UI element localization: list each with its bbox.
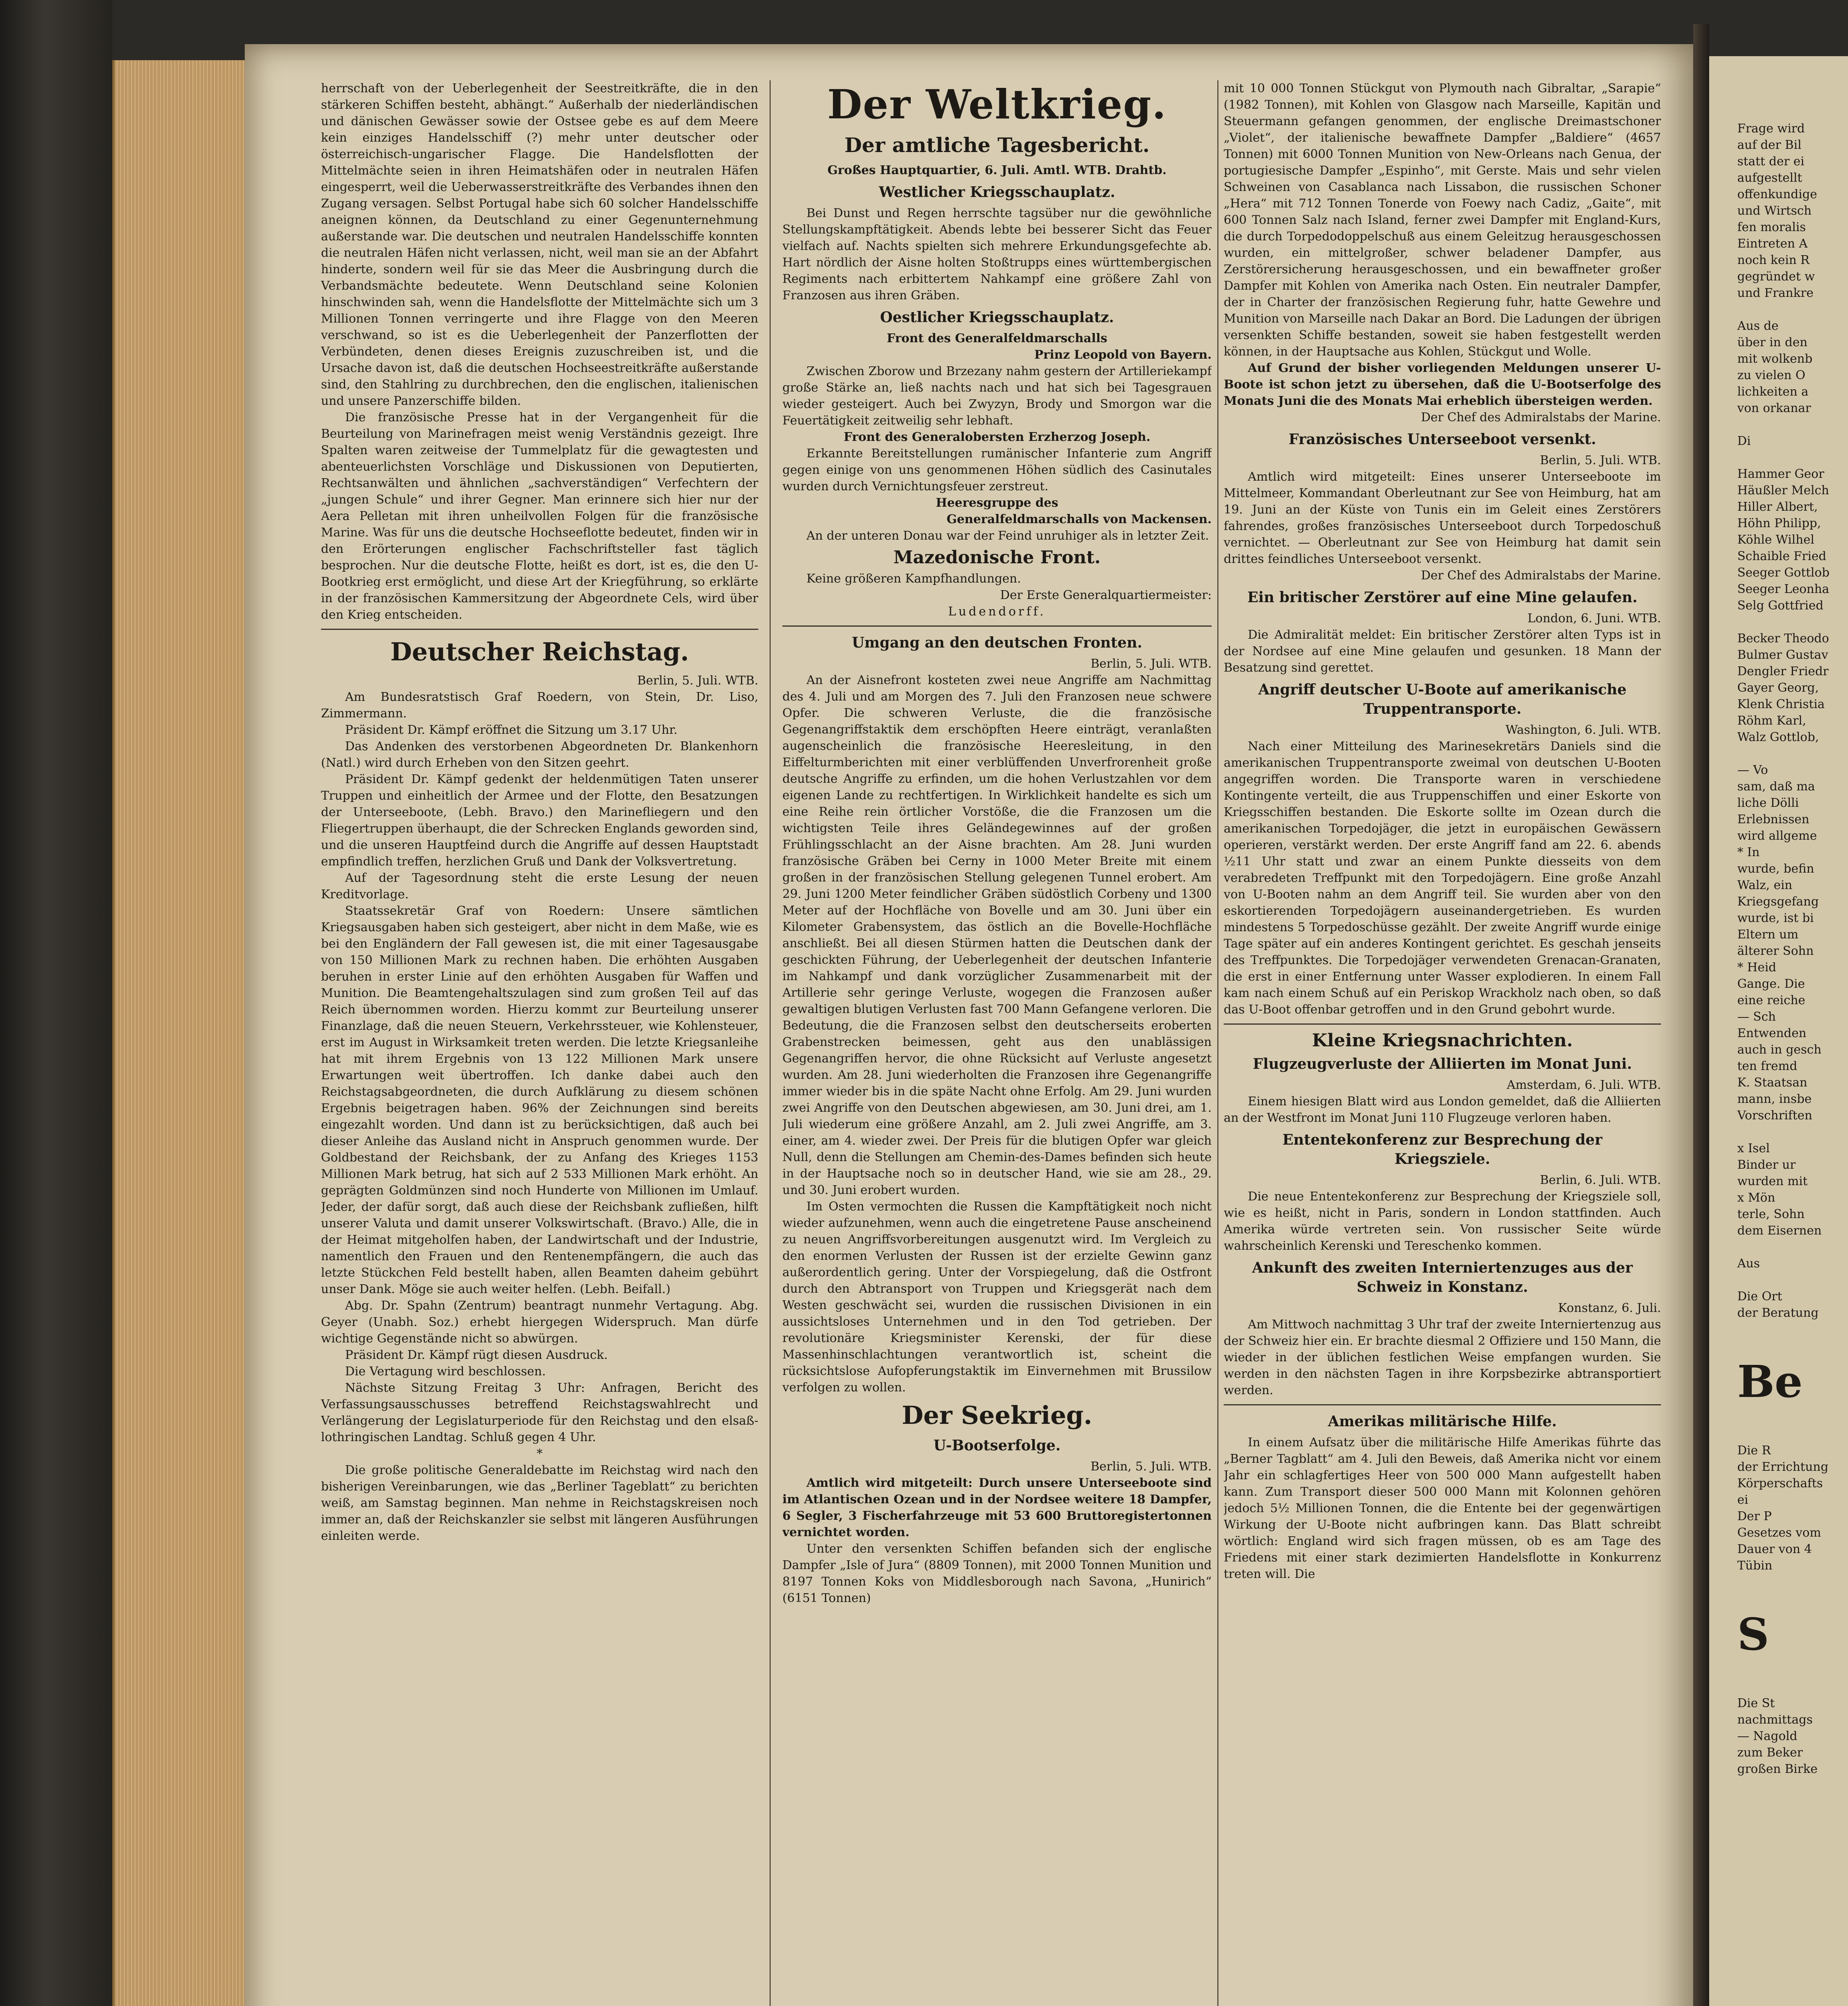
ost-prinz: Prinz Leopold von Bayern. — [1034, 348, 1212, 362]
next-page-line: Vorschriften — [1737, 1109, 1813, 1123]
next-page-line: Aus de — [1737, 319, 1779, 333]
next-page-line: wurde, befin — [1737, 862, 1814, 876]
next-page-line: Entwenden — [1737, 1026, 1807, 1040]
next-page-line: wurde, ist bi — [1737, 911, 1814, 925]
amerika-report: In einem Aufsatz über die militärische Hilfe Amerikas führte das „Berner Tagblatt“ am 4. Juli den Beweis, daß Amerika nicht vor einem Jahr ein schlagfertiges Heer von 500 000 Mann aufgestellt haben kann. Zum Transport dieser 500 000 Mann mit Kolonnen gehören jedoch 5½ Millionen Tonnen, die die Entente bei der gegenwärtigen Wirkung der U-Boote nicht aufbringen kann. Das Blatt schreibt wörtlich: England wird sich fragen müssen, ob es am Tage des Friedens mit einer stark dezimierten Handelsflotte in Konkurrenz treten will. Die — [1224, 1435, 1661, 1581]
ankunft-report: Am Mittwoch nachmittag 3 Uhr traf der zweite Interniertenzug aus der Schweiz hier ein. Er brachte diesmal 2 Offiziere und 150 Mann, die wieder in der üblichen festlichen Weise empfangen wurden. Sie werden in den nächsten Tagen in ihre Korpsbezirke abtransportiert werden. — [1224, 1318, 1661, 1397]
reichstag-heading: Deutscher Reichstag. — [390, 637, 689, 666]
signature-ludendorff: Ludendorff. — [948, 605, 1046, 619]
ankunft-heading-2: Schweiz in Konstanz. — [1357, 1279, 1528, 1295]
next-page-line: Eintreten A — [1737, 237, 1808, 251]
section-divider — [782, 625, 1212, 627]
next-page-line: Die Ort — [1737, 1289, 1782, 1303]
flug-heading: Flugzeugverluste der Alliierten im Monat Juni. — [1253, 1056, 1632, 1072]
next-page-line: zu vielen O — [1737, 368, 1805, 382]
next-page-line: zum Beker — [1737, 1746, 1803, 1760]
reichstag-paragraph: Auf der Tagesordnung steht die erste Lesung der neuen Kreditvorlage. — [321, 871, 758, 901]
next-page-line: terle, Sohn — [1737, 1207, 1805, 1221]
section-divider — [1224, 1023, 1661, 1025]
next-page-line — [1737, 614, 1848, 630]
next-page-line — [1737, 301, 1848, 318]
hauptquartier-dateline: Großes Hauptquartier, 6. Juli. Amtl. WTB. Drahtb. — [827, 163, 1167, 177]
next-page-line: Walz Gottlob, — [1737, 730, 1819, 744]
seekrieg-report: Unter den versenkten Schiffen befanden sich der englische Dampfer „Isle of Jura“ (8809 Tonnen), mit 2000 Tonnen Munition und 8197 Tonnen Koks von Middlesborough nach Savona, „Hunirich“ (6151 Tonnen) — [782, 1542, 1212, 1605]
reichstag-paragraph: Die Vertagung wird beschlossen. — [345, 1364, 546, 1379]
ost-front-3b: Generalfeldmarschalls von Mackensen. — [946, 512, 1212, 526]
next-page-line: Schaible Fried — [1737, 549, 1826, 563]
next-page-line: Gayer Georg, — [1737, 681, 1819, 695]
reichstag-paragraph: Staatssekretär Graf von Roedern: Unsere sämtlichen Kriegsausgaben haben sich gesteigert, aber nicht in dem Maße, wie es bei den Engländern der Fall gewesen ist, die mit einer Tagesausgabe von 150 Millionen Mark zu rechnen haben. Die erhöhten Ausgaben beruhen in erster Linie auf den erhöhten Ausgaben für Waffen und Munition. Die Beamtengehaltszulagen sind zum großen Teil auf das Reich übernommen worden. Hierzu kommt zur Beurteilung unserer Finanzlage, daß die neuen Steuern, Verkehrssteuer, wie Kohlensteuer, erst im August in Wirksamkeit treten werden. Die letzte Kriegsanleihe hat mit ihrem Ergebnis von 13 122 Millionen Mark unsere Erwartungen weit übertroffen. Ich danke dabei auch den Reichstagsabgeordneten, die durch Aufklärung zu diesem schönen Ergebnis beigetragen haben. 96% der Zeichnungen sind bereits eingezahlt worden. Und dann ist zu berücksichtigen, daß auch bei dieser Anleihe das Ausland nicht in Anspruch genommen wurde. Der Goldbestand der Reichsbank, der zu Anfang des Krieges 1153 Millionen Mark betrug, hat sich auf 2 533 Millionen Mark erhöht. An geprägten Goldmünzen sind noch Hunderte von Millionen im Umlauf. Jeder, der dafür sorgt, daß auch diese der Reichsbank zufließen, hilft unserer Valuta und damit unserer Volkswirtschaft. (Bravo.) Alle, die in der Heimat mitgeholfen haben, der Landwirtschaft und der Industrie, namentlich den Frauen und den Rentenempfängern, die auch das letzte Stückchen Feld bestellt haben, allen Beamten daheim gebührt unser Dank. Möge sie auch weiter helfen. (Lebh. Beifall.) — [321, 904, 758, 1296]
next-page-line: Gange. Die — [1737, 977, 1805, 991]
next-page-line: Tübin — [1737, 1559, 1773, 1573]
column-rule-2 — [1217, 80, 1218, 2006]
next-page-line: Hiller Albert, — [1737, 500, 1818, 514]
book-binding — [0, 0, 112, 2006]
page-edges — [112, 60, 247, 2006]
next-page-line: x Mön — [1737, 1191, 1775, 1205]
next-page-line: — Nagold — [1737, 1729, 1797, 1743]
ost-front-2: Front des Generalobersten Erzherzog Joseph. — [843, 430, 1151, 444]
reichstag-paragraph: Das Andenken des verstorbenen Abgeordneten Dr. Blankenhorn (Natl.) wird durch Erheben von den Sitzen geehrt. — [321, 739, 758, 770]
reichstag-dateline: Berlin, 5. Juli. WTB. — [637, 674, 758, 688]
next-page-line: fen moralis — [1737, 220, 1806, 234]
next-page-line: auf der Bil — [1737, 138, 1801, 152]
column-2 — [782, 80, 1212, 2006]
book-gutter — [1693, 24, 1709, 2006]
signature-title: Der Erste Generalquartiermeister: — [1000, 588, 1212, 602]
reichstag-paragraph: Abg. Dr. Spahn (Zentrum) beantragt nunmehr Vertagung. Abg. Geyer (Unabh. Soz.) erhebt hiergegen Widerspruch. Man dürfe wichtige Gegenstände nicht so abwürgen. — [321, 1299, 758, 1346]
entente-heading-2: Kriegsziele. — [1394, 1151, 1491, 1167]
presse-paragraph: Die französische Presse hat in der Vergangenheit für die Beurteilung von Marinefragen meist wenig Verständnis gezeigt. Ihre Spalten waren zeitweise der Tummelplatz für die gewagtesten und abenteuerlichsten Vorschläge und Diskussionen von Deputierten, Rechtsanwälten und ähnlichen „sachverständigen“ Verfechtern der „jungen Schule“ und ihrer Gegner. Man erinnere sich hier nur der Aera Pelletan mit ihren unheilvollen Folgen für die französische Marine. Was für uns die deutsche Hochseeflotte bedeutet, finden wir in den Erörterungen englischer Fachschriftsteller fast täglich besprochen. Nur die deutsche Flotte, heißt es dort, ist es, die den U-Bootkrieg erst ermöglicht, und diese Art der Kriegführung, so erklärte in der französischen Kammersitzung der Abgeordnete Cels, wird über den Krieg entscheiden. — [321, 410, 758, 622]
next-page-line: ei — [1737, 1493, 1748, 1507]
seekrieg-dateline: Berlin, 5. Juli. WTB. — [1091, 1460, 1212, 1474]
next-page-line: statt der ei — [1737, 154, 1805, 169]
next-page-line: wird allgeme — [1737, 829, 1817, 843]
next-page-line: Körperschafts — [1737, 1476, 1823, 1490]
next-page-line: nachmittags — [1737, 1713, 1813, 1727]
next-page-line: Becker Theodo — [1737, 631, 1829, 646]
next-page-line: Bulmer Gustav — [1737, 648, 1828, 662]
umgang-heading: Umgang an den deutschen Fronten. — [852, 634, 1142, 651]
next-page-line: Röhm Karl, — [1737, 714, 1806, 728]
next-page-line: Seeger Leonha — [1737, 582, 1830, 596]
reichstag-body — [321, 689, 758, 1544]
next-page-line: der Beratung — [1737, 1306, 1819, 1320]
next-page-line: auch in gesch — [1737, 1043, 1822, 1057]
next-page-line — [1737, 745, 1848, 762]
entente-report: Die neue Ententekonferenz zur Besprechung der Kriegsziele soll, wie es heißt, nicht in Paris, sondern in London stattfinden. Auch Amerika würde vertreten sein. Von russischer Seite würde wahrscheinlich Kerenski und Tereschenko kommen. — [1224, 1190, 1661, 1253]
next-page-line: Höhn Philipp, — [1737, 516, 1821, 530]
uboot-summary: Auf Grund der bisher vorliegenden Meldungen unserer U-Boote ist schon jetzt zu übersehen, daß die U-Bootserfolge des Monats Juni die des Monats Mai erheblich übersteigen werden. — [1224, 361, 1661, 408]
ankunft-dateline: Konstanz, 6. Juli. — [1558, 1301, 1661, 1315]
next-page-line: mann, insbe — [1737, 1092, 1812, 1106]
entente-heading-1: Ententekonferenz zur Besprechung der — [1282, 1131, 1602, 1148]
reichstag-paragraph: Die große politische Generaldebatte im Reichstag wird nach den bisherigen Vereinbarungen, wie das „Berliner Tageblatt“ zu berichten weiß, am Samstag beginnen. Man nehme in Reichstagskreisen noch immer an, daß der Reichskanzler sie selbst mit längeren Ausführungen einleiten werde. — [321, 1463, 758, 1543]
ost-report-1: Zwischen Zborow und Brzezany nahm gestern der Artilleriekampf große Stärke an, ließ nachts nach und hat sich bei Tagesgrauen wieder gesteigert. Auch bei Zwyzyn, Brody und Smorgon war die Feuertätigkeit zeitweilig sehr lebhaft. — [782, 364, 1212, 428]
fr-uboot-heading: Französisches Unterseeboot versenkt. — [1288, 431, 1596, 448]
next-page-line: * In — [1737, 845, 1760, 859]
next-page-line: x Isel — [1737, 1141, 1770, 1155]
brit-dateline: London, 6. Juni. WTB. — [1527, 611, 1661, 625]
next-page-line: liche Dölli — [1737, 796, 1799, 810]
entente-dateline: Berlin, 6. Juli. WTB. — [1540, 1173, 1661, 1187]
next-page-line: der Errichtung — [1737, 1460, 1829, 1474]
next-page-line: Erlebnissen — [1737, 812, 1809, 826]
kleine-heading: Kleine Kriegsnachrichten. — [1312, 1030, 1573, 1051]
seekrieg-continuation: mit 10 000 Tonnen Stückgut von Plymouth nach Gibraltar, „Sarapie“ (1982 Tonnen), mit Kohlen von Glasgow nach Marseille, Kapitän und Steuermann gefangen genommen, der englische Dreimastschoner „Violet“, der italienische bewaffnete Dampfer „Baldiere“ (4657 Tonnen) mit 6000 Tonnen Munition von New-Orleans nach Genua, der portugiesische Dampfer „Espinho“, mit Gerste. Mais und sehr vielen Schweinen von Casablanca nach Lissabon, die russischen Schoner „Hera“ mit 712 Tonnen Tonerde von Foewy nach Cadiz, „Gaite“, mit 600 Tonnen Salz nach Island, ferner zwei Dampfer mit England-Kurs, die durch Torpedodoppelschuß aus einem Geleitzug herausgeschossen wurden, ein mittelgroßer, schwer beladener Dampfer, aus Zerstörersicherung herausgeschossen, und ein bewaffneter großer Dampfer mit Kohlen von Amerika nach Osten. Ein neutraler Dampfer, der in Charter der französischen Regierung fuhr, hatte Gewehre und Munition von Marseille nach Dakar an Bord. Die Ladungen der übrigen versenkten Schiffe bestanden, soweit sie haben festgestellt werden können, in der Hauptsache aus Kohlen, Stückgut und Wolle. — [1224, 81, 1661, 359]
next-page-line: eine reiche — [1737, 993, 1805, 1007]
next-page-line: — Vo — [1737, 763, 1768, 777]
reichstag-paragraph: Präsident Dr. Kämpf eröffnet die Sitzung um 3.17 Uhr. — [345, 723, 678, 737]
angriff-heading-2: Truppentransporte. — [1363, 700, 1522, 717]
next-page-line: Frage wird — [1737, 122, 1805, 136]
next-page-line: — Sch — [1737, 1010, 1776, 1024]
section-divider — [1224, 1404, 1661, 1405]
next-page-text — [1737, 120, 1848, 1777]
fr-uboot-report: Amtlich wird mitgeteilt: Eines unserer Unterseeboote im Mittelmeer, Kommandant Oberleutnant zur See von Heimburg, hat am 19. Juni an der Küste von Tunis ein im Geleit eines Zerstörers fahrendes, großes französisches Unterseeboot durch Torpedoschuß vernichtet. — Oberleutnant zur See von Heimburg hat damit sein drittes feindliches Unterseeboot versenkt. — [1224, 470, 1661, 566]
fr-uboot-dateline: Berlin, 5. Juli. WTB. — [1540, 453, 1661, 467]
next-page-line: Eltern um — [1737, 928, 1799, 942]
next-page-line: sam, daß ma — [1737, 780, 1815, 794]
next-page-line: Der P — [1737, 1509, 1772, 1523]
reichstag-paragraph: Am Bundesratstisch Graf Roedern, von Stein, Dr. Liso, Zimmermann. — [321, 690, 758, 721]
umgang-report: An der Aisnefront kosteten zwei neue Angriffe am Nachmittag des 4. Juli und am Morgen des 7. Juli den Franzosen neue schwere Opfer. Die schweren Verluste, die die französische Gegenangriffstaktik dem erschöpften Heere einträgt, veranlaßten augenscheinlich die französische Heeresleitung, in den Eiffelturmberichten mit einer verblüffenden Unverfrorenheit große deutsche Angriffe zu erfinden, um die hohen Verlustzahlen vor dem eigenen Lande zu rechtfertigen. In Wirklichkeit handelte es sich um eine Reihe rein örtlicher Vorstöße, die die Franzosen um die wichtigsten Teile ihres Geländegewinnes auf der großen Frühlingsschlacht an der Aisne brachten. Am 28. Juni wurden französische Gräben bei Cerny in 1000 Meter Breite mit einem großen in der französischen Stellung gelegenen Tunnel erobert. Am 29. Juni 1200 Meter feindlicher Gräben südöstlich Corbeny und 1300 Meter auf der Hochfläche von Bovelle und am 30. Juni über ein Kilometer Grabensystem, das östlich an die Bovelle-Hochfläche anschließt. Bei all diesen Stürmen hatten die Deutschen dank der geschickten Führung, der Ueberlegenheit der deutschen Infanterie im Nahkampf und dank vorzüglicher Zusammenarbeit mit der Artillerie sehr geringe Verluste, wogegen die Franzosen außer gewaltigen blutigen Verlusten fast 700 Mann Gefangene verloren. Die Bedeutung, die die Franzosen selbst den deutscherseits eroberten Grabenstrecken beimessen, geht aus den unablässigen Gegenangriffen hervor, die ohne Rücksicht auf Verluste angesetzt wurden. Am 28. Juni wiederholten die Franzosen ihre Gegenangriffe immer wieder bis in die späte Nacht ohne Erfolg. Am 29. Juni wurden zwei Angriffe von den Deutschen abgewiesen, am 30. Juni drei, am 1. Juli wiederum eine größere Anzahl, am 2. Juli zwei Angriffe, am 3. einer, am 4. wieder zwei. Der Preis für die blutigen Opfer war gleich Null, denn die Stellungen am Chemin-des-Dames befinden sich heute in der Hauptsache noch so in deutscher Hand, wie sie am 28., 29. und 30. Juni erobert wurden. — [782, 673, 1212, 1197]
next-page-line: * Heid — [1737, 960, 1777, 975]
next-page-line — [1737, 1321, 1848, 1338]
next-page-line — [1737, 1124, 1848, 1140]
column-1 — [321, 80, 758, 2006]
next-page-line — [1737, 1426, 1848, 1442]
next-page-line — [1737, 1679, 1848, 1695]
next-page-line: Walz, ein — [1737, 878, 1793, 892]
seekrieg-heading: Der Seekrieg. — [902, 1401, 1093, 1430]
next-page-line: Be — [1737, 1356, 1803, 1407]
brit-heading: Ein britischer Zerstörer auf eine Mine gelaufen. — [1247, 589, 1638, 606]
separator-star: * — [536, 1447, 543, 1461]
ankunft-heading-1: Ankunft des zweiten Interniertenzuges aus der — [1252, 1259, 1633, 1276]
next-page-line: dem Eisernen — [1737, 1224, 1822, 1238]
flug-report: Einem hiesigen Blatt wird aus London gemeldet, daß die Alliierten an der Westfront im Monat Juni 110 Flugzeuge verloren haben. — [1224, 1094, 1661, 1125]
next-page-line: Di — [1737, 434, 1751, 448]
ost-front-3a: Heeresgruppe des — [936, 496, 1058, 510]
next-page-line: und Frankre — [1737, 286, 1814, 300]
next-page-line: aufgestellt — [1737, 171, 1802, 185]
fr-uboot-signature: Der Chef des Admiralstabs der Marine. — [1421, 569, 1661, 583]
next-page-line: Köhle Wilhel — [1737, 533, 1815, 547]
next-page-line: K. Staatsan — [1737, 1076, 1807, 1090]
brit-report: Die Admiralität meldet: Ein britischer Zerstörer alten Typs ist in der Nordsee auf eine Mine gelaufen und gesunken. 18 Mann der Besatzung sind gerettet. — [1224, 628, 1661, 675]
west-report: Bei Dunst und Regen herrschte tagsüber nur die gewöhnliche Stellungskampftätigkeit. Abends lebte bei besserer Sicht das Feuer vielfach auf. Nachts spielten sich mehrere Erkundungsgefechte ab. Hart nördlich der Aisne holten Stoßtrupps eines württembergischen Regiments nach erbittertem Nahkampf eine größere Zahl von Franzosen aus ihren Gräben. — [782, 206, 1212, 303]
next-page-line: mit wolkenb — [1737, 352, 1813, 366]
next-page-line: von orkanar — [1737, 401, 1811, 415]
next-page-line: Kriegsgefang — [1737, 895, 1819, 909]
section-divider — [321, 629, 758, 630]
next-page-line: großen Birke — [1737, 1762, 1818, 1776]
seekrieg-announcement: Amtlich wird mitgeteilt: Durch unsere Unterseeboote sind im Atlantischen Ozean und in der Nordsee weitere 18 Dampfer, 6 Segler, 3 Fischerfahrzeuge mit 53 600 Bruttoregistertonnen vernichtet worden. — [782, 1476, 1212, 1539]
next-page-line — [1737, 1239, 1848, 1255]
next-page-line: ten fremd — [1737, 1059, 1797, 1073]
next-page-line: älterer Sohn — [1737, 944, 1814, 958]
next-page-line: offenkundige — [1737, 187, 1818, 201]
umgang-report-east: Im Osten vermochten die Russen die Kampftätigkeit noch nicht wieder aufzunehmen, wenn auch die eingetretene Pause anscheinend zu neuen Angriffsvorbereitungen ausgenutzt wird. Im Vergleich zu den enormen Verlusten der Russen ist der erzielte Gewinn ganz außerordentlich gering. Unter der Vorspiegelung, daß die Ostfront durch den Abtransport von Truppen und Kriegsgerät nach dem Westen geschwächt sei, wurden die russischen Divisionen in ein aussichtsloses Unternehmen und in den Tod getrieben. Der revolutionäre Kriegsminister Kerenski, der für diese Massenhinschlachtungen verantwortlich ist, scheint die rücksichtslose Aufopferungstaktik im Einvernehmen mit Brussilow verfolgen zu wollen. — [782, 1200, 1212, 1395]
reichstag-paragraph: Präsident Dr. Kämpf gedenkt der heldenmütigen Taten unserer Truppen und einheitlich der Armee und der Flotte, den Besatzungen der Unterseeboote, (Lebh. Bravo.) den Marinefliegern und den Fliegertruppen überhaupt, die der Schrecken Englands geworden sind, und die unseren Hauptfeind durch die Angriffe auf dessen Hauptstadt empfindlich treffen, herzlichen Gruß und Dank der Volksvertretung. — [321, 772, 758, 869]
flug-dateline: Amsterdam, 6. Juli. WTB. — [1507, 1078, 1661, 1092]
next-page-line: Hammer Geor — [1737, 467, 1824, 481]
next-page-line: gegründet w — [1737, 270, 1815, 284]
reichstag-paragraph: Präsident Dr. Kämpf rügt diesen Ausdruck. — [345, 1348, 608, 1362]
ubootserfolge-heading: U-Bootserfolge. — [933, 1437, 1061, 1454]
next-page-line: wurden mit — [1737, 1174, 1808, 1188]
reichstag-paragraph: Nächste Sitzung Freitag 3 Uhr: Anfragen, Bericht des Verfassungsausschusses betreffend Reichstagswahlrecht und Verlängerung der Legislaturperiode für den Reichstag und den elsaß-lothringischen Landtag. Schluß gegen 4 Uhr. — [321, 1381, 758, 1444]
next-page-line: Seeger Gottlob — [1737, 566, 1830, 580]
amerika-heading: Amerikas militärische Hilfe. — [1328, 1413, 1557, 1430]
next-page-line: Binder ur — [1737, 1158, 1796, 1172]
intro-paragraph: herrschaft von der Ueberlegenheit der Seestreitkräfte, die in den stärkeren Schiffen besteht, abhängt.“ Außerhalb der niederländischen und dänischen Gewässer sowie der Ostsee gebe es auf dem Meere kein einziges Handelsschiff (?) mehr unter deutscher oder österreichisch-ungarischer Flagge. Die Handelsflotten der Mittelmächte seien in ihren Heimatshäfen oder in neutralen Häfen eingesperrt, weil die Ueberwasserstreitkräfte des Verbandes ihnen den Zugang versagen. Selbst Portugal habe sich 60 solcher Handelsschiffe aneignen können, da Deutschland zu einer Gegenunternehmung außerstande war. Die deutschen und neutralen Handelsschiffe konnten die neutralen Häfen nicht verlassen, nicht, weil man sie an der Abfahrt hinderte, sondern weil für sie das Meer die Ausbringung durch die Verbandsmächte bedeutete. Wenn Deutschland seine Kolonien hinschwinden sah, wenn die Handelsflotte der Mittelmächte sich um 3 Millionen Tonnen verringerte und ihre Flagge von den Meeren verschwand, so ist es die Ueberlegenheit der Panzerflotten der Verbündeten, denen dieses Ereignis zuzuschreiben ist, und die Ursache davon ist, daß die deutschen Hochseestreitkräfte außerstande sind, den Stahlring zu durchbrechen, den die englischen, italienischen und unsere Panzerschiffe bilden. — [321, 81, 758, 408]
mazedonien-heading: Mazedonische Front. — [893, 547, 1101, 568]
column-3 — [1224, 80, 1661, 2006]
next-page-line — [1737, 449, 1848, 466]
next-page-line: Die R — [1737, 1444, 1771, 1458]
angriff-dateline: Washington, 6. Juli. WTB. — [1505, 723, 1661, 737]
next-page-line: lichkeiten a — [1737, 385, 1809, 399]
next-page-line: Die St — [1737, 1696, 1775, 1710]
next-page-line: Selg Gottfried — [1737, 599, 1824, 613]
ost-heading: Oestlicher Kriegsschauplatz. — [880, 309, 1114, 326]
west-heading: Westlicher Kriegsschauplatz. — [879, 184, 1115, 201]
next-page-fragment — [1709, 56, 1848, 2006]
admiralstab-signature: Der Chef des Admiralstabs der Marine. — [1421, 410, 1661, 424]
mazedonien-report: Keine größeren Kampfhandlungen. — [806, 572, 1021, 586]
ost-report-2: Erkannte Bereitstellungen rumänischer Infanterie zum Angriff gegen einige von uns genommenen Höhen südlich des Casinutales wurden durch Vernichtungsfeuer zerstreut. — [782, 447, 1212, 493]
ost-report-3: An der unteren Donau war der Feind unruhiger als in letzter Zeit. — [806, 529, 1209, 543]
angriff-heading-1: Angriff deutscher U-Boote auf amerikanische — [1258, 681, 1627, 698]
tagesbericht-subtitle: Der amtliche Tagesbericht. — [844, 133, 1150, 157]
column-rule-1 — [770, 80, 771, 2006]
next-page-line — [1737, 1574, 1848, 1590]
next-page-line — [1737, 1272, 1848, 1288]
ost-front-1: Front des Generalfeldmarschalls — [887, 331, 1107, 345]
next-page-line: Aus — [1737, 1257, 1760, 1271]
next-page-line: Klenk Christia — [1737, 697, 1825, 711]
next-page-line: Dauer von 4 — [1737, 1542, 1812, 1556]
next-page-line: S — [1737, 1608, 1769, 1660]
next-page-line: noch kein R — [1737, 253, 1810, 267]
next-page-line: über in den — [1737, 335, 1807, 349]
angriff-report: Nach einer Mitteilung des Marinesekretärs Daniels sind die amerikanischen Truppentransporte zweimal von deutschen U-Booten angegriffen worden. Die Transporte waren in verschiedene Kontingente verteilt, die aus Truppenschiffen und einer Eskorte von Kriegsschiffen bestanden. Die Eskorte sollte im Ozean durch die amerikanischen Torpedojäger, die jetzt in europäischen Gewässern operieren, verstärkt werden. Der erste Angriff fand am 22. 6. abends ½11 Uhr statt und zwar an einem Punkte diesseits von dem verabredeten Treffpunkt mit den Torpedojägern. Eine große Anzahl von U-Booten nahm an dem Angriff teil. Sie wurden aber von den eskortierenden Torpedojägern auseinandergetrieben. Es wurden mindestens 5 Torpedoschüsse gezählt. Der zweite Angriff wurde einige Tage später auf ein anderes Kontingent gerichtet. Es geschah jenseits des Treffpunktes. Die Torpedojäger verwendeten Grenacan-Granaten, die erst in einer Entfernung unter Wasser explodieren. In einem Fall kam nach einem Schuß auf ein Periskop Wrackholz nach oben, so daß das U-Boot offenbar getroffen und in den Grund gebohrt wurde. — [1224, 739, 1661, 1017]
next-page-line — [1737, 416, 1848, 433]
next-page-line: Dengler Friedr — [1737, 664, 1829, 678]
umgang-dateline: Berlin, 5. Juli. WTB. — [1091, 657, 1212, 671]
next-page-line: und Wirtsch — [1737, 204, 1812, 218]
weltkrieg-title: Der Weltkrieg. — [827, 81, 1167, 128]
next-page-line: Gesetzes vom — [1737, 1526, 1821, 1540]
next-page-line: Häußler Melch — [1737, 483, 1829, 497]
